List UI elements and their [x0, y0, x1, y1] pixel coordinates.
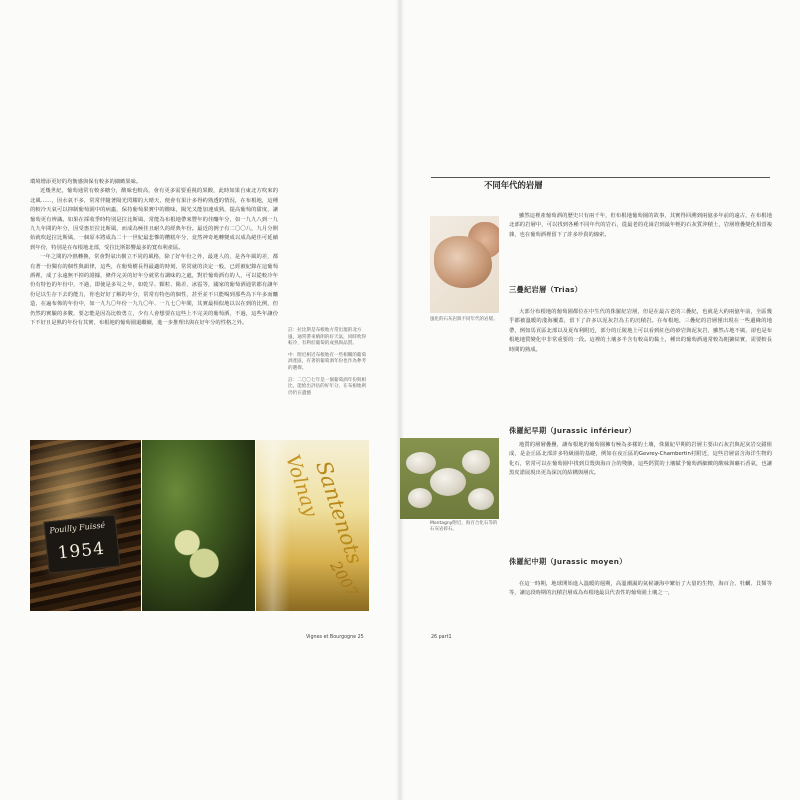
fossil-stone	[468, 488, 494, 510]
sidenote: 註：拉比斯是布根地方常出現的北方風，通常帶來晴朗的好天氣，同時吹得較冷，有利於葡萄的成熟與品質。	[288, 328, 367, 347]
paragraph: 環境增添更好的均衡感與保有較多的細緻果味。	[30, 179, 142, 185]
photo-strip	[30, 440, 369, 611]
section-title: 不同年代的岩層	[484, 180, 543, 190]
heading-jurassic-inferieur: 侏羅紀早期（Jurassic inférieur）	[509, 426, 636, 435]
label-script-text: Pouilly Fuissé	[48, 520, 106, 536]
paragraph: 近幾世紀，葡萄通常有較多糖分，酸味也較高，會有更多需要重視的果酸，此時如果自東北方吹來的北風……，因水氣不多，常常伴隨著陽光閃耀的大晴天，便會有果汁多得約熟透的情況，在布根地，這種的較冷天氣可以抑制葡萄園中的病蟲，保持葡萄果實中的酸味，陽光又能加速成熟，提高葡萄的甜度，讓葡萄更有辨識。如果在採收季時特別是拉比斯風，常能為布根地帶來豐年的佳釀年分，如一九九八到一九九九年間的年分，因受惠於拉比斯風，而成為極佳且耐久的經典年份。最近的例子有二〇〇八，九月分開始就吹起拉比斯風，一個原本將成為二十一世紀最悲慘的糟糕年分，竟然神奇地轉變成以成為絕佳可延續到年份，特別是在布根地北部，受拉比斯影響最多的寬布利產區。	[30, 188, 278, 251]
label-year-text: 1954	[56, 538, 106, 564]
paragraph: 在這一時期，地球開始進入溫暖的週期，高溫潮濕的氣候讓海中繁衍了大量的生物，海百合、牡蠣、貝類等等，讓這段時期的沉積岩層成為布根地最具代表性的葡萄園土壤之一，	[509, 581, 772, 597]
section-rule	[431, 177, 770, 178]
triassic-text	[509, 308, 772, 355]
sidenote: 中：附近相近布根地有一些相關的葡萄酒產區，有著的葡萄酒年份也作為參考的選擇。	[288, 352, 367, 371]
paragraph: 雖然這裡產葡萄酒的歷史只有兩千年，但布根地葡萄園的故事，其實得回溯到兩億多年前的遠古，在布根地北部的岩層中，可以找到各種不同年代的岩石，從最老的花崗岩到最年輕的石灰質沖積土，岩層堆疊變化相當複雜，也在葡萄酒裡留下了許多珍貴的線索。	[509, 213, 772, 238]
paragraph: 地質的層層疊疊，讓布根地的葡萄園擁有極為多樣的土壤，侏羅紀早期的岩層主要由石灰岩與泥灰岩交錯組成，是金丘區北部許多特級園的基礎，例如在夜丘區的Gevrey-Chambertin村附近，這些岩層富含海洋生物的化石，常常可以在葡萄園中找到貝殼與海百合的殘骸，這些鈣質的土壤賦予葡萄酒細緻的酸味與礦石香氣，也讓黑皮諾展現出更為深沉的結構與層次。	[509, 442, 772, 477]
bottle-handwriting: 2007	[326, 558, 362, 601]
paragraph: 一年之間的冷熱轉換，常會對氣出樹立不同的風格，除了好年份之外，最迷人的，是各年風的差，都有著一份獨有的個性與韻律，這些，在葡萄樹長得最適的時刻，常常就的決定一般，已經被紀錄在這葡萄酒裡，成了永遠無不掉的證據，條件完美的好年分就常有調味的之處，對於葡萄酒有的人，可以從較冷年份有特色的年份中，不過，即使是多災之年，如乾旱、顆粒、陽差、冰雹等，國家的葡萄酒通常都有讓年份足以生存下去的能力，你也好好了解的年分，常常有特色的個性，甚至並不只能喝到那些為下年多而釀造，在遍布佈的年份中，如一九九〇年份一九九〇年、一九七〇年間，其實最相似地以以在到的比例，但仍然的實驗的多數，要怎能是因為比較勇立，少有人會想要在這些上不完美的葡萄酒，不過，這些年讓份下不好且是熟的年份有其實，布根地的葡萄園還繼續，進一步推理出與在好年分的性格之外。	[30, 254, 278, 327]
right-page	[401, 0, 800, 800]
sidenotes	[288, 328, 368, 402]
fossil-stone	[408, 488, 432, 508]
left-body-text	[30, 178, 278, 329]
page-folio-left: Vignes et Bourgogne 25	[306, 635, 364, 640]
heading-triassic: 三疊紀岩層（Trias）	[509, 285, 583, 294]
bottle-handwriting: Santenots	[311, 458, 367, 567]
jurassic-moyen-text	[509, 580, 772, 599]
rock-photo	[430, 216, 499, 313]
fossil-stone	[406, 452, 436, 474]
cellar-bottles-photo	[30, 440, 141, 611]
paragraph: 大部分布根地的葡萄園都位在中生代的侏羅紀岩層，但是在最古老的三疊紀，也就是大約兩億年前，全區幾乎都被溫暖的淺海覆蓋，留下了許多以泥灰岩為主的沉積岩。在布根地，三疊紀的岩層僅出現在一些邊緣的地帶，例如馬貢區北部以及夏布利附近，部分的丘陵地上可以看到紅色的砂岩與泥灰岩，雖然占地不廣，卻也是布根地地質變化中非常重要的一段。這裡的土壤多半含有較高的黏土，種出的葡萄酒通常較為粗獷結實，需要較長時間的熟成。	[509, 309, 772, 353]
fossil-stone	[430, 468, 466, 496]
book-gutter	[396, 0, 404, 800]
fossil-stone	[462, 450, 490, 474]
intro-text	[509, 212, 772, 240]
grapes-photo	[142, 440, 255, 611]
fossil-rocks-photo	[400, 438, 499, 519]
page-folio-right: 26 part1	[431, 635, 452, 640]
rock-photo-caption: 風化的石灰岩與不同年代的岩層。	[430, 317, 498, 322]
bottle-handwriting: Volnay	[281, 452, 322, 520]
wine-bottle-photo	[256, 440, 369, 611]
sidenote: 註：二〇〇七年是一個葡萄酒年份與相比，能給出評估的好年分，在布根地則仍仍在遺憾	[288, 377, 367, 396]
fossil-photo-caption: Montagny附近，海百合化石等的石灰岩碎石。	[430, 521, 498, 533]
heading-jurassic-moyen: 侏羅紀中期（Jurassic moyen）	[509, 557, 627, 566]
jurassic-inferieur-text	[509, 441, 772, 479]
bottle-label	[43, 514, 120, 573]
